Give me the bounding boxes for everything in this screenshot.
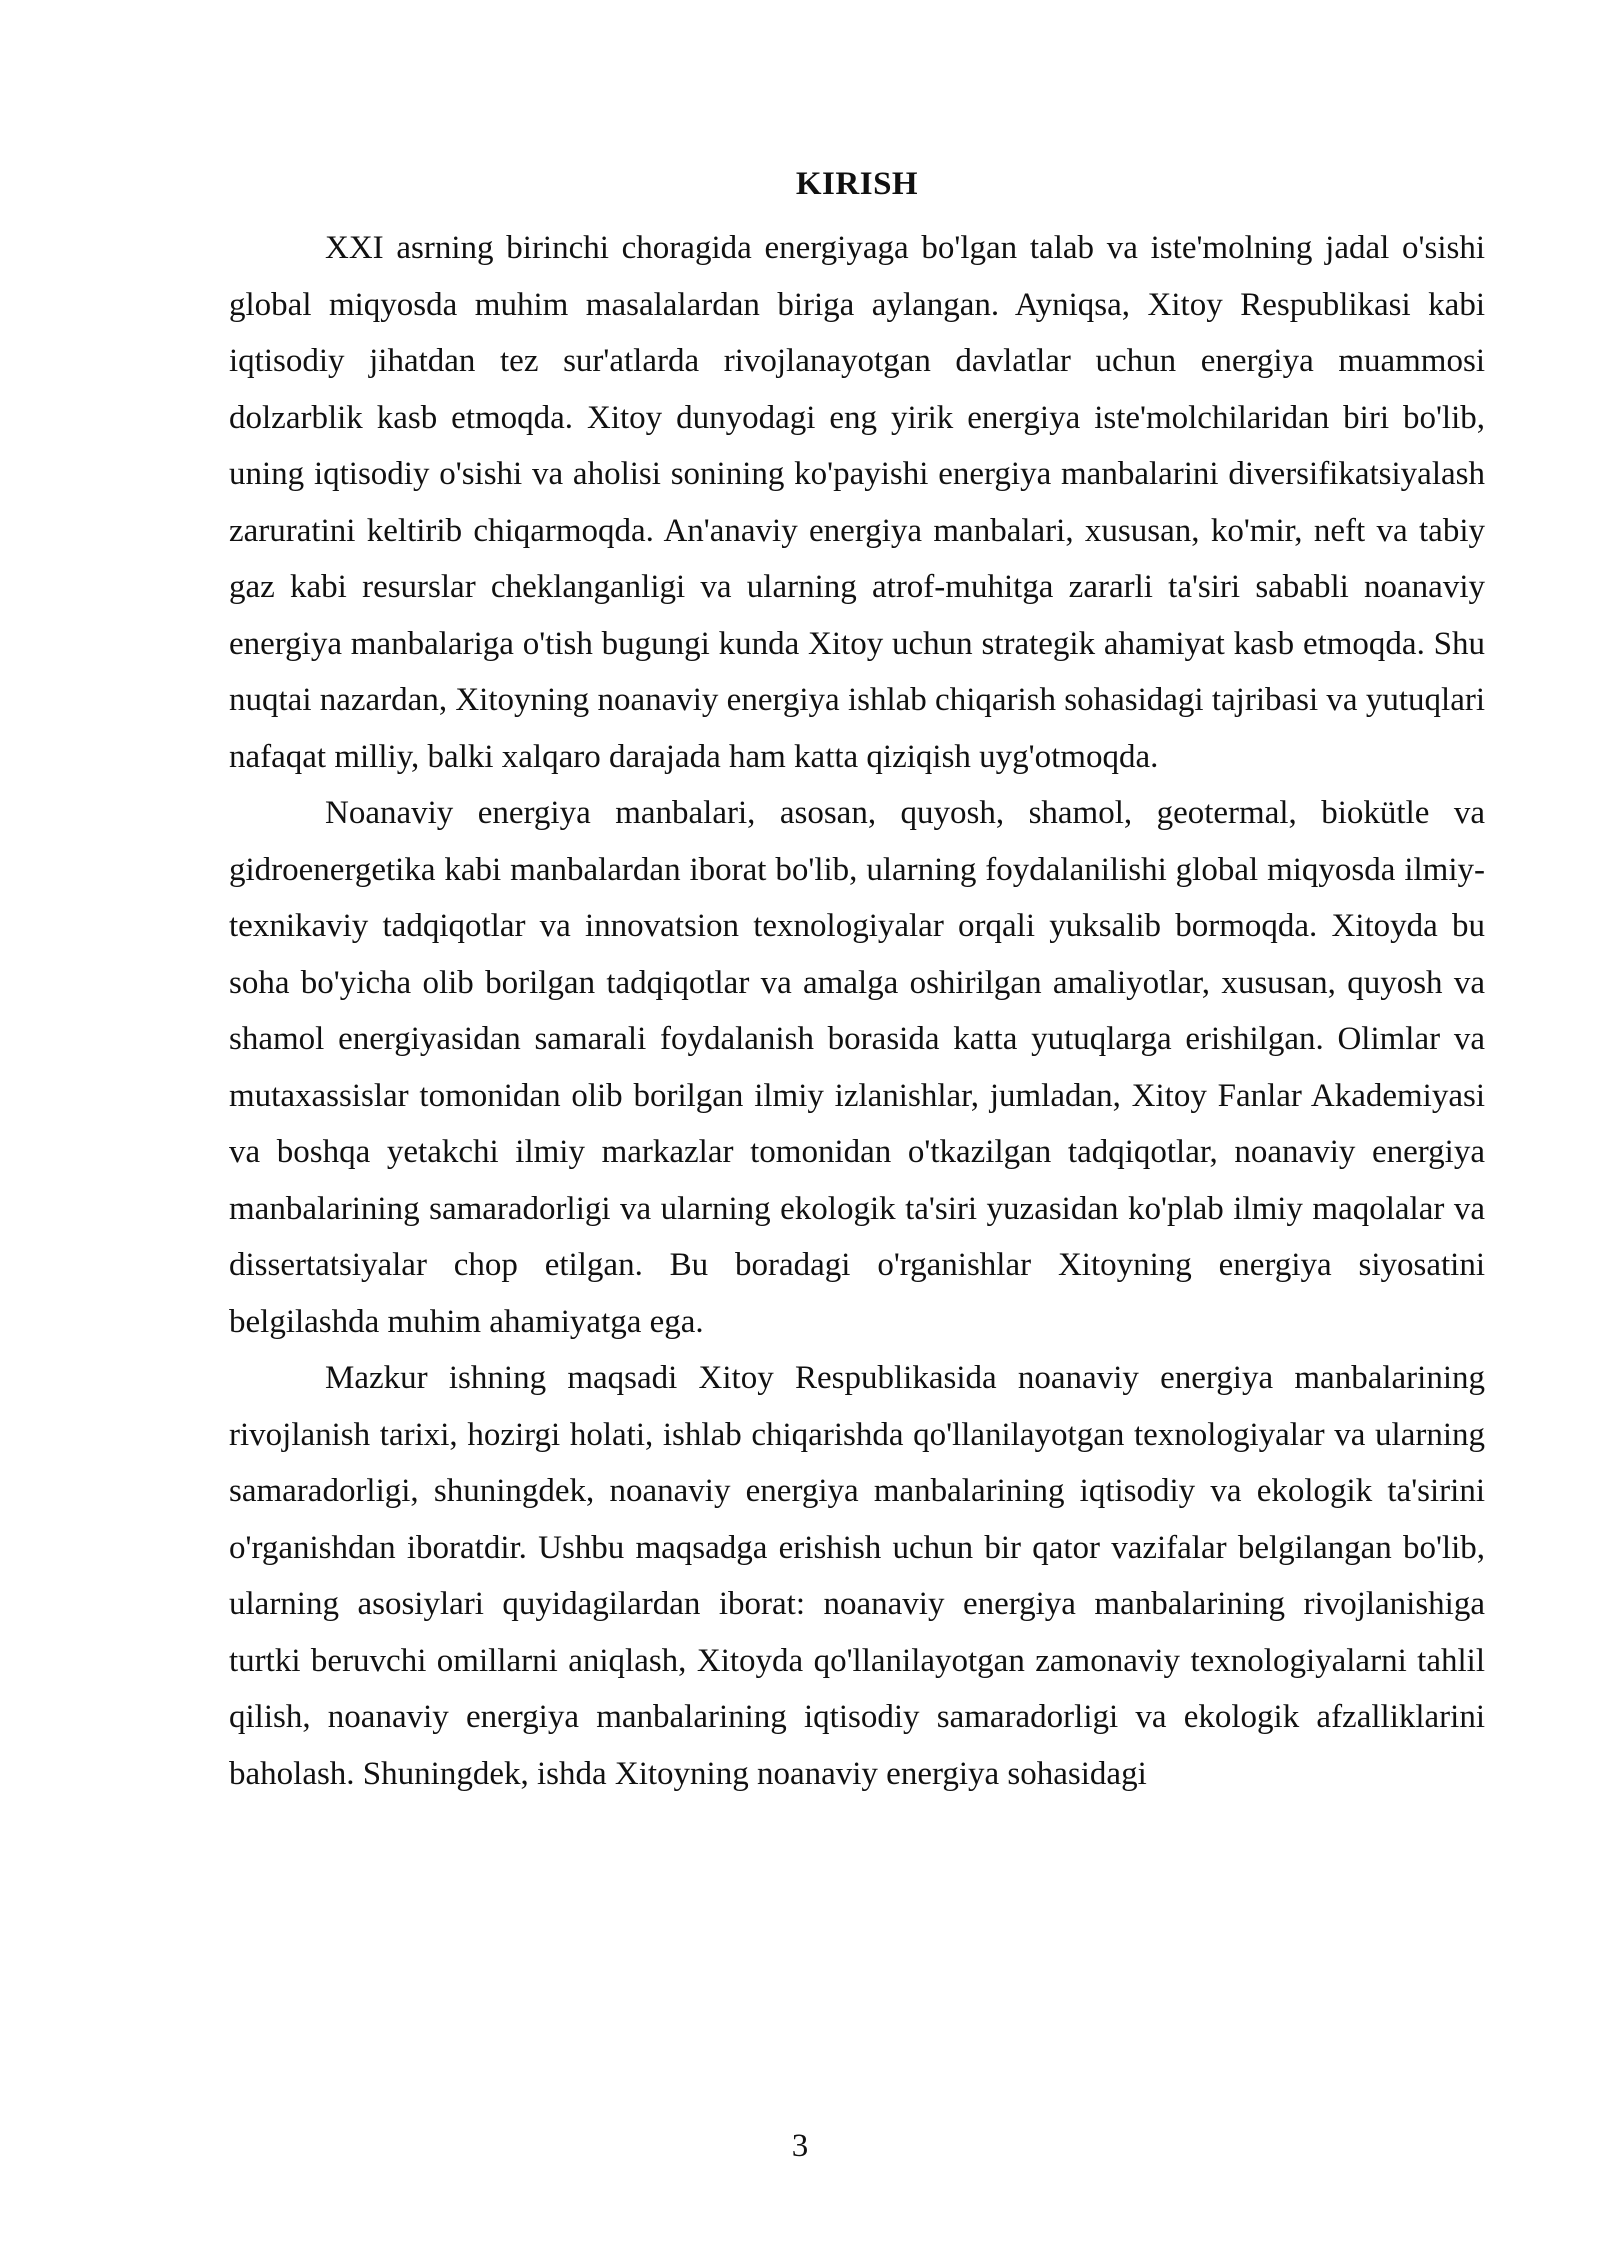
section-heading: KIRISH — [795, 166, 919, 202]
paragraph-2: Noanaviy energiya manbalari, asosan, quyosh, shamol, geotermal, biokütle va gidroenergetika kabi manbalardan iborat bo'lib, ularning foydalanilishi global miqyosda ilmiy-texnikaviy tadqiqotlar va innovatsion texnologiyalar orqali yuksalib bormoqda. Xitoyda bu soha bo'yicha olib borilgan tadqiqotlar va amalga oshirilgan amaliyotlar, xususan, quyosh va shamol energiyasidan samarali foydalanish borasida katta yutuqlarga erishilgan. Olimlar va mutaxassislar tomonidan olib borilgan ilmiy izlanishlar, jumladan, Xitoy Fanlar Akademiyasi va boshqa yetakchi ilmiy markazlar tomonidan o'tkazilgan tadqiqotlar, noanaviy energiya manbalarining samaradorligi va ularning ekologik ta'siri yuzasidan ko'plab ilmiy maqolalar va dissertatsiyalar chop etilgan. Bu boradagi o'rganishlar Xitoyning energiya siyosatini belgilashda muhim ahamiyatga ega. — [229, 795, 1485, 1340]
page-number: 3 — [791, 2128, 809, 2164]
paragraph-1: XXI asrning birinchi choragida energiyaga bo'lgan talab va iste'molning jadal o'sishi global miqyosda muhim masalalardan biriga aylangan. Ayniqsa, Xitoy Respublikasi kabi iqtisodiy jihatdan tez sur'atlarda rivojlanayotgan davlatlar uchun energiya muammosi dolzarblik kasb etmoqda. Xitoy dunyodagi eng yirik energiya iste'molchilaridan biri bo'lib, uning iqtisodiy o'sishi va aholisi sonining ko'payishi energiya manbalarini diversifikatsiyalash zaruratini keltirib chiqarmoqda. An'anaviy energiya manbalari, xususan, ko'mir, neft va tabiy gaz kabi resurslar cheklanganligi va ularning atrof-muhitga zararli ta'siri sababli noanaviy energiya manbalariga o'tish bugungi kunda Xitoy uchun strategik ahamiyat kasb etmoqda. Shu nuqtai nazardan, Xitoyning noanaviy energiya ishlab chiqarish sohasidagi tajribasi va yutuqlari nafaqat milliy, balki xalqaro darajada ham katta qiziqish uyg'otmoqda. — [229, 230, 1485, 775]
paragraph-3: Mazkur ishning maqsadi Xitoy Respublikasida noanaviy energiya manbalarining rivojlanish tarixi, hozirgi holati, ishlab chiqarishda qo'llanilayotgan texnologiyalar va ularning samaradorligi, shuningdek, noanaviy energiya manbalarining iqtisodiy va ekologik ta'sirini o'rganishdan iboratdir. Ushbu maqsadga erishish uchun bir qator vazifalar belgilangan bo'lib, ularning asosiylari quyidagilardan iborat: noanaviy energiya manbalarining rivojlanishiga turtki beruvchi omillarni aniqlash, Xitoyda qo'llanilayotgan zamonaviy texnologiyalarni tahlil qilish, noanaviy energiya manbalarining iqtisodiy samaradorligi va ekologik afzalliklarini baholash. Shuningdek, ishda Xitoyning noanaviy energiya sohasidagi — [229, 1360, 1485, 1792]
document-page — [229, 150, 1485, 1802]
